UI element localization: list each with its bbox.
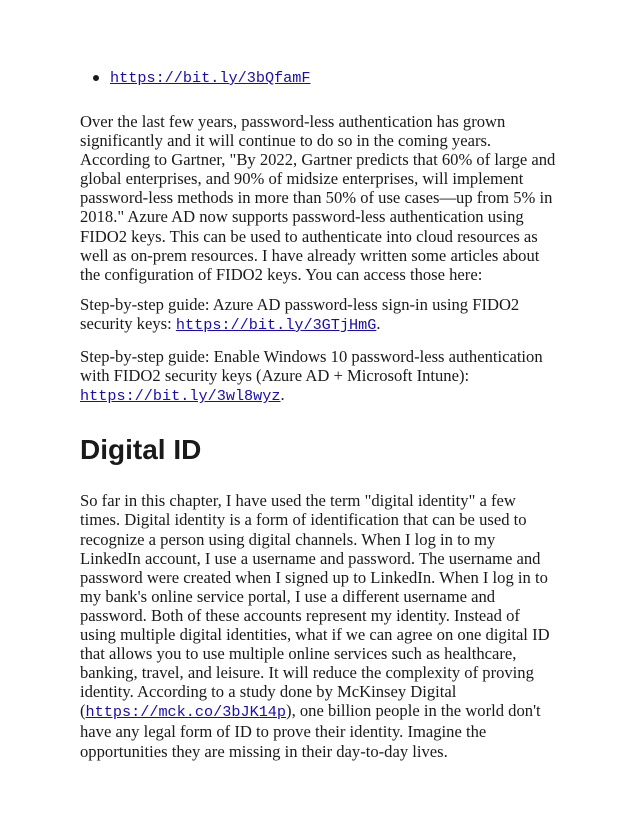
- paragraph-guide-windows: [80, 347, 560, 406]
- paragraph-guide-azure-ad: [80, 295, 560, 335]
- section-heading: Digital ID: [80, 434, 202, 466]
- paragraph-text: So far in this chapter, I have used the term "digital identity" a few times. Digital identity is a form of identification that can be used to recognize a person using digital channels. When I log in to my LinkedIn account, I use a username and password. The username and password were created when I signed up to LinkedIn. When I log in to my bank's online service portal, I use a different username and password. Both of these accounts represent my identity. Instead of using multiple digital identities, what if we can agree on one digital ID that allows you to use multiple online services such as healthcare, banking, travel, and leisure. It will reduce the complexity of proving identity. According to a study done by McKinsey Digital (: [80, 491, 550, 721]
- list-item: [80, 68, 560, 88]
- mckinsey-link[interactable]: https://mck.co/3bJK14p: [85, 703, 287, 722]
- paragraph-text: ), one billion people in the world don't have any legal form of ID to prove their identity. Imagine the opportunities they are missing in their day-to-day lives.: [80, 701, 541, 761]
- guide-punct: .: [376, 313, 381, 333]
- link-list: [80, 68, 560, 88]
- guide-text: Step-by-step guide: Enable Windows 10 password-less authentication with FIDO2 security keys (Azure AD + Microsoft Intune):: [80, 347, 543, 386]
- bullet-icon: [93, 75, 99, 81]
- guide-text: Step-by-step guide: Azure AD password-less sign-in using FIDO2 security keys:: [80, 294, 520, 333]
- document-page: [80, 68, 560, 761]
- guide-punct: .: [280, 385, 285, 405]
- guide-link-azure-ad[interactable]: https://bit.ly/3GTjHmG: [175, 315, 377, 334]
- guide-link-windows[interactable]: https://bit.ly/3wl8wyz: [80, 387, 281, 406]
- paragraph-digital-id: [80, 491, 560, 760]
- bitly-link[interactable]: https://bit.ly/3bQfamF: [110, 69, 311, 87]
- paragraph-passwordless: Over the last few years, password-less authentication has grown significantly and it will continue to do so in the coming years. According to Gartner, "By 2022, Gartner predicts that 60% of large and global enterprises, and 90% of midsize enterprises, will implement password-less methods in more than 50% of use cases—up from 5% in 2018." Azure AD now supports password-less authentication using FIDO2 keys. This can be used to authenticate into cloud resources as well as on-prem resources. I have already written some articles about the configuration of FIDO2 keys. You can access those here:: [80, 112, 556, 284]
